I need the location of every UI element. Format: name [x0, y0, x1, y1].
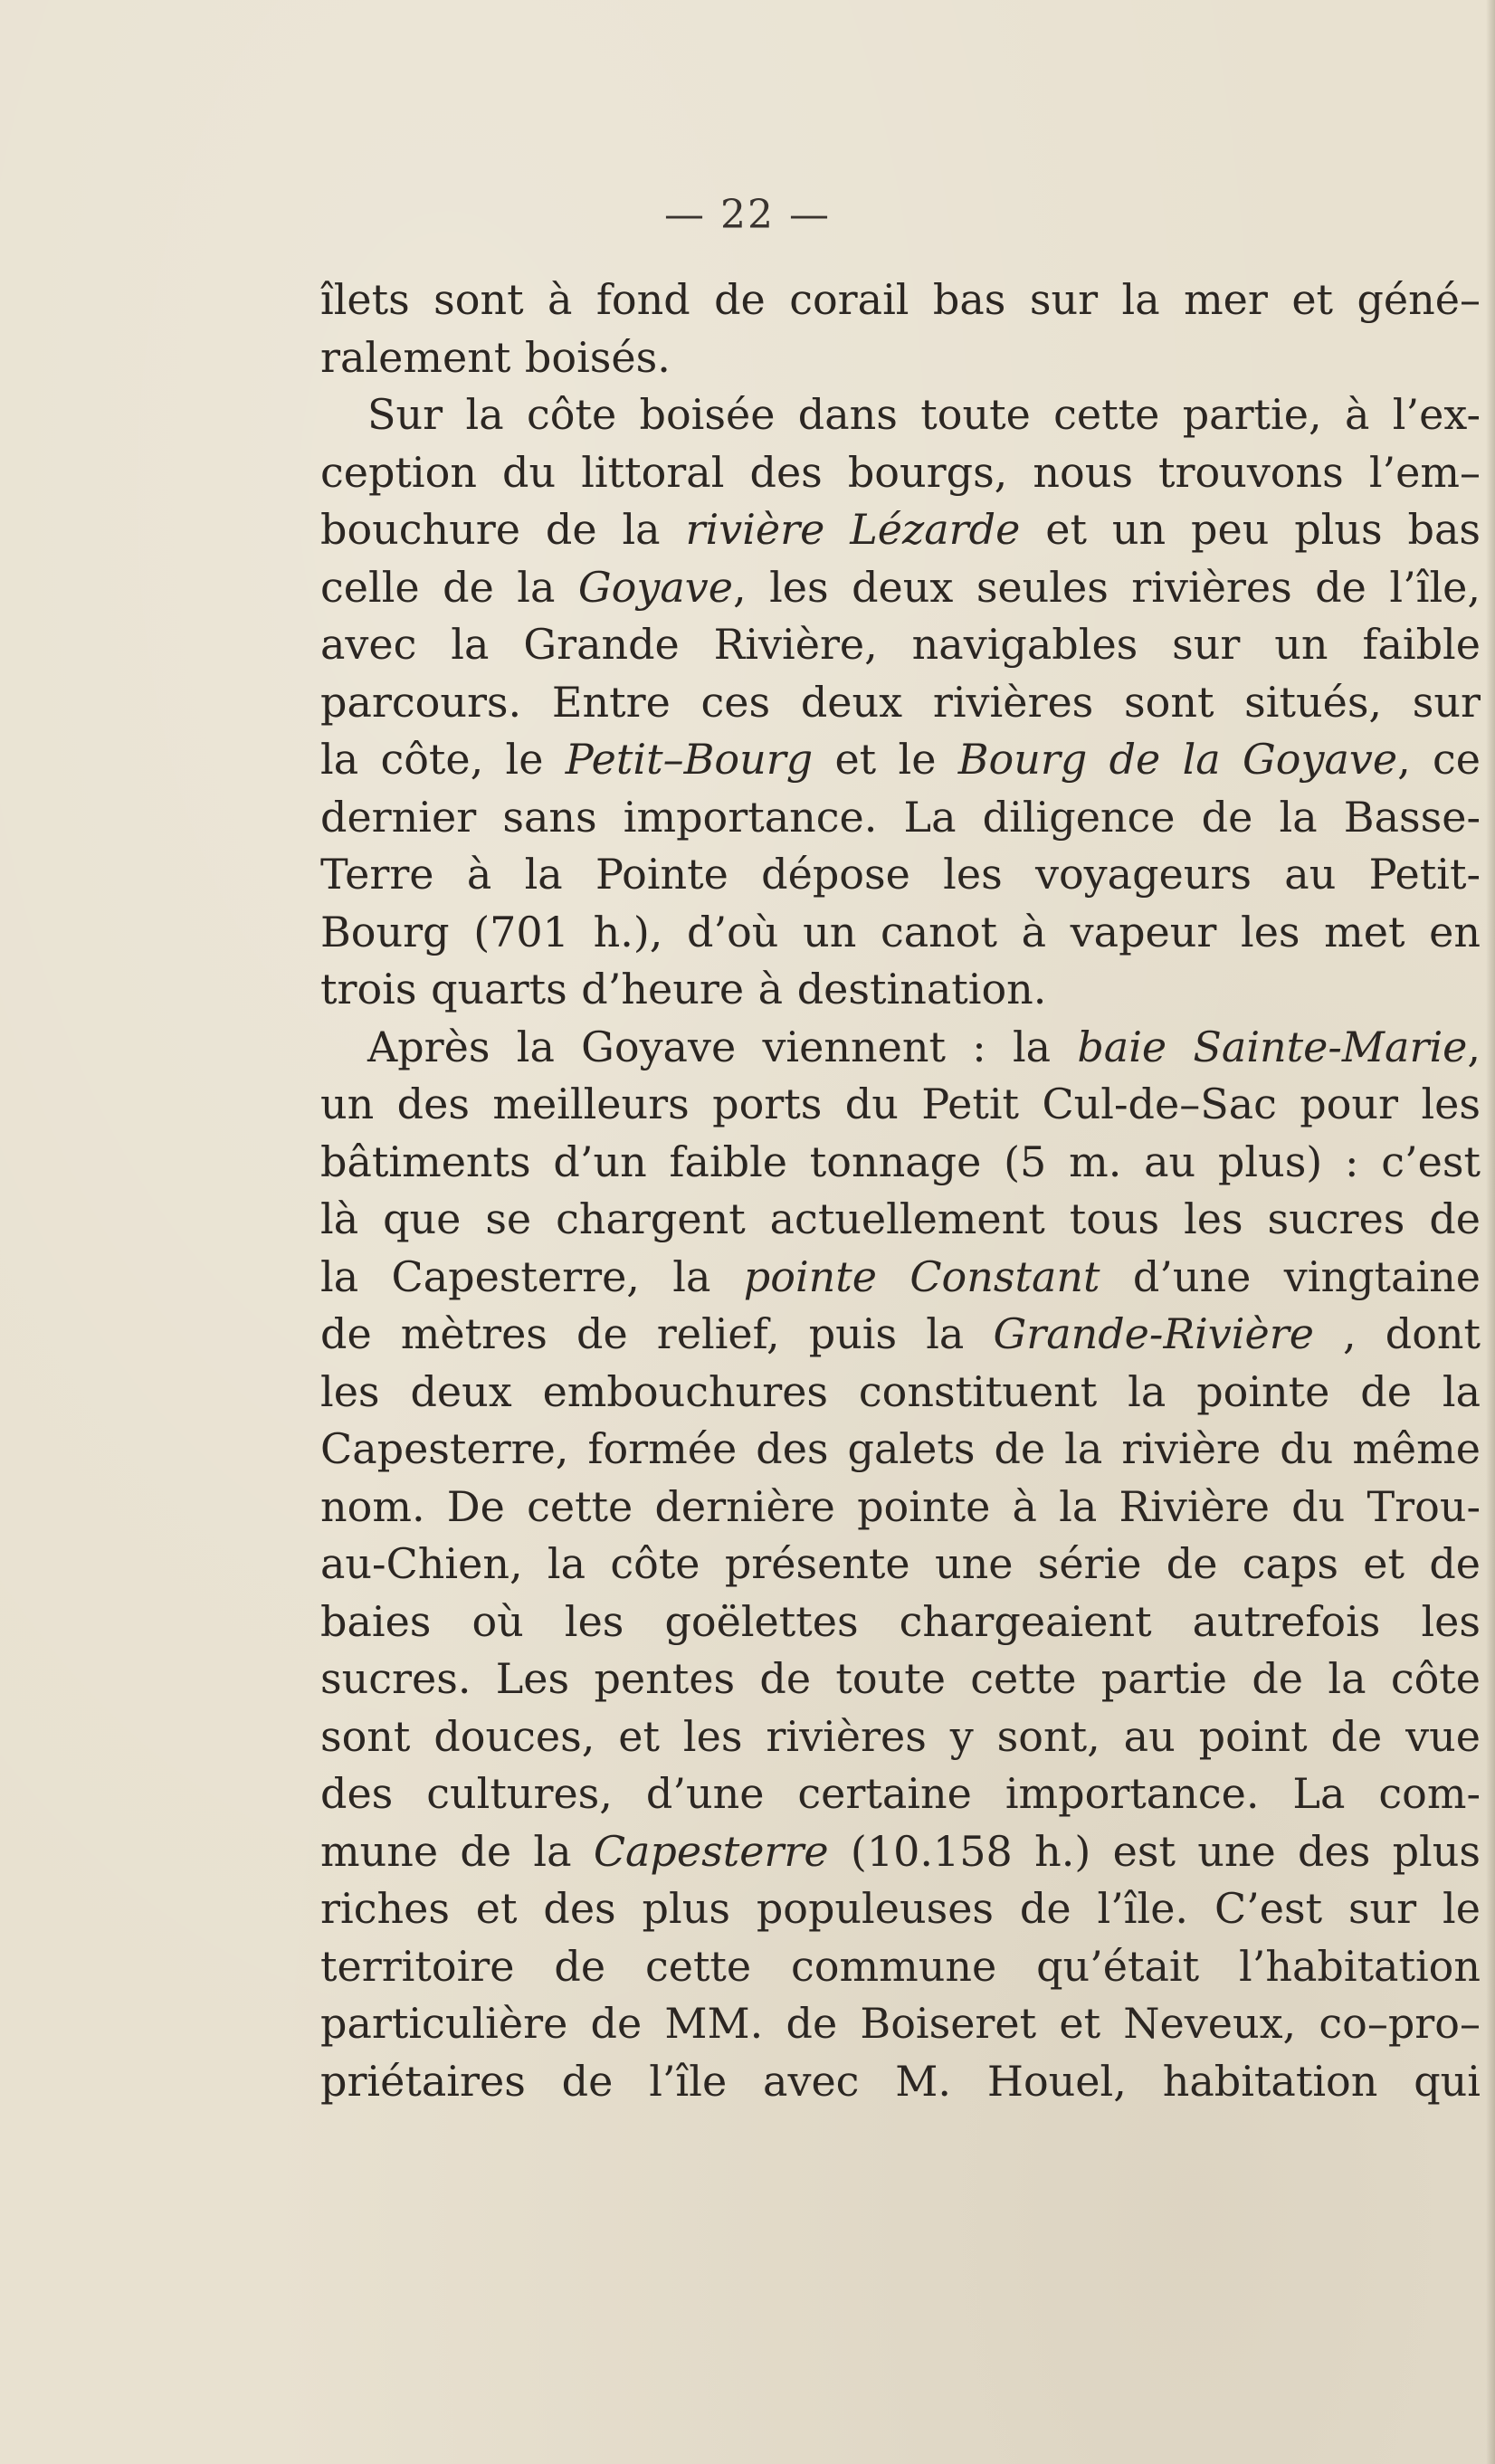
italic-text: baie Sainte-Marie [1077, 1022, 1468, 1071]
text-run: au-Chien, la côte présente une série de caps et de [320, 1539, 1481, 1588]
text-run: Après la Goyave viennent : la [367, 1022, 1078, 1071]
text-line [320, 1019, 1481, 1077]
text-line [320, 789, 1481, 847]
text-line [320, 1765, 1481, 1823]
text-line [320, 674, 1481, 732]
text-line [320, 1651, 1481, 1708]
text-run: des cultures, d’une certaine importance. La com- [320, 1769, 1481, 1818]
text-run: là que se chargent actuellement tous les sucres de [320, 1194, 1481, 1243]
text-line [320, 271, 1481, 329]
text-run: , les deux seules rivières de l’île, [732, 562, 1481, 612]
italic-text: Petit–Bourg [565, 735, 814, 784]
text-line [320, 2053, 1481, 2111]
text-run: , ce [1397, 735, 1481, 784]
text-run: dernier sans importance. La diligence de la Basse- [320, 792, 1481, 842]
text-line [320, 1364, 1481, 1422]
page-number: — 22 — [664, 192, 831, 238]
text-run: , dont [1313, 1309, 1481, 1358]
text-run: Sur la côte boisée dans toute cette partie, à l’ex- [367, 390, 1481, 439]
text-line [320, 1880, 1481, 1938]
text-run: la Capesterre, la [320, 1251, 744, 1301]
text-run: d’une vingtaine [1100, 1251, 1481, 1301]
text-line [320, 501, 1481, 559]
text-run: trois quarts d’heure à destination. [320, 965, 1047, 1013]
text-run: et le [813, 735, 958, 784]
text-run: Terre à la Pointe dépose les voyageurs au Petit- [320, 850, 1481, 899]
italic-text: Capesterre [593, 1826, 829, 1876]
text-line [320, 1421, 1481, 1479]
text-run: et un peu plus bas [1020, 505, 1481, 554]
text-run: les deux embouchures constituent la pointe de la [320, 1366, 1481, 1416]
text-line [320, 1479, 1481, 1536]
text-line [320, 1708, 1481, 1766]
text-run: ception du littoral des bourgs, nous trouvons l’em– [320, 447, 1481, 497]
text-run: parcours. Entre ces deux rivières sont situés, sur [320, 677, 1481, 727]
text-line [320, 559, 1481, 617]
text-line [320, 386, 1481, 444]
text-line [320, 616, 1481, 674]
text-line [320, 444, 1481, 502]
text-run: bâtiments d’un faible tonnage (5 m. au plus) : c’est [320, 1137, 1481, 1186]
text-run: riches et des plus populeuses de l’île. C’est sur le [320, 1884, 1481, 1933]
text-run: îlets sont à fond de corail bas sur la mer et géné– [320, 275, 1481, 324]
text-line [320, 1249, 1481, 1307]
text-run: un des meilleurs ports du Petit Cul-de–Sac pour les [320, 1080, 1481, 1128]
italic-text: Grande-Rivière [993, 1309, 1314, 1358]
text-run: celle de la [320, 562, 578, 612]
text-line [320, 329, 1481, 387]
body-text [320, 271, 1481, 2110]
italic-text: Bourg de la Goyave [957, 735, 1398, 784]
text-run: (10.158 h.) est une des plus [828, 1826, 1481, 1876]
text-run: ralement boisés. [320, 332, 671, 382]
text-run: mune de la [320, 1826, 594, 1876]
text-run: avec la Grande Rivière, navigables sur un faible [320, 620, 1481, 669]
text-line [320, 904, 1481, 962]
text-run: Bourg (701 h.), d’où un canot à vapeur les met en [320, 907, 1481, 956]
text-line [320, 1134, 1481, 1192]
text-run: baies où les goëlettes chargeaient autrefois les [320, 1596, 1481, 1646]
text-run: Capesterre, formée des galets de la rivière du même [320, 1424, 1481, 1473]
text-line [320, 846, 1481, 904]
italic-text: Goyave [577, 562, 733, 612]
text-line [320, 1191, 1481, 1249]
page-edge-shadow [1486, 0, 1495, 2464]
italic-text: pointe Constant [743, 1251, 1100, 1301]
italic-text: rivière Lézarde [685, 505, 1021, 554]
text-line [320, 1306, 1481, 1364]
text-run: la côte, le [320, 735, 566, 784]
text-line [320, 1076, 1481, 1134]
text-run: territoire de cette commune qu’était l’habitation [320, 1941, 1481, 1991]
text-line [320, 961, 1481, 1019]
text-line [320, 1938, 1481, 1996]
text-run: priétaires de l’île avec M. Houel, habitation qui [320, 2056, 1481, 2106]
text-line [320, 1536, 1481, 1594]
text-line [320, 731, 1481, 789]
text-run: sont douces, et les rivières y sont, au point de vue [320, 1711, 1481, 1761]
text-line [320, 1823, 1481, 1881]
text-run: bouchure de la [320, 505, 686, 554]
text-run: de mètres de relief, puis la [320, 1309, 994, 1358]
text-run: particulière de MM. de Boiseret et Neveux, co–pro– [320, 1999, 1481, 2048]
text-run: nom. De cette dernière pointe à la Rivière du Trou- [320, 1481, 1481, 1531]
text-line [320, 1594, 1481, 1651]
text-run: sucres. Les pentes de toute cette partie de la côte [320, 1654, 1481, 1703]
text-run: , [1467, 1022, 1481, 1071]
text-line [320, 1995, 1481, 2053]
